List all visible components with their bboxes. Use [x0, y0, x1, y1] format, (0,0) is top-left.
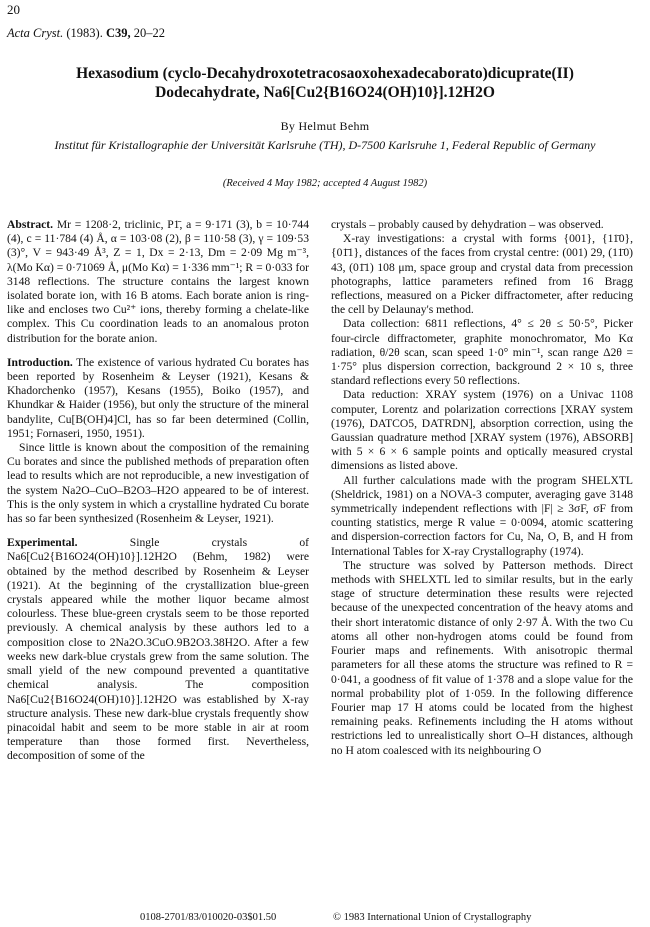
introduction-heading: Introduction.	[7, 355, 73, 369]
journal-pages: 20–22	[133, 26, 165, 40]
right-paragraph-3: Data collection: 6811 reflections, 4° ≤ 2θ ≤ 50·5°, Picker four-circle diffractometer, graphite monochromator, Mo Kα radiation, θ/2θ scan, scan speed 1·0° min⁻¹, scan range Δ2θ = 1·75° plus dispersion correction, background 2 × 10 s, three standard reflections every 50 reflections.	[331, 317, 633, 388]
experimental-text-1: Single crystals of Na6[Cu2{B16O24(OH)10}].12H2O (Behm, 1982) were obtained by the method described by Rosenheim & Leyser (1921). At the beginning of the crystallization blue-green crystals appeared while the mother liquor became almost colourless. These blue-green crystals seem to be those reported previously. A chemical analysis by these authors led to a composition close to 2Na2O.3CuO.9B2O3.38H2O. After a few weeks new dark-blue crystals grew from the same solution. The small yield of the new compound prevented a quantitative chemical analysis. The composition Na6[Cu2{B16O24(OH)10}].12H2O was established by X-ray structure analysis. These new dark-blue crystals frequently show pinacoidal habit and seem to be more stable in air at room temperature than those formed first. Nevertheless, decomposition of some of the	[7, 536, 310, 763]
journal-year: (1983).	[66, 26, 103, 40]
right-paragraph-4: Data reduction: XRAY system (1976) on a Univac 1108 computer, Lorentz and polarization corrections [XRAY system (1976), DATCO5, DATRDN], absorption correction, using the Gaussian quadrature method [XRAY system (1976), ABSORB] with 5 × 6 × 6 sample points and optically measured crystal dimensions as listed above.	[331, 388, 633, 473]
experimental-heading: Experimental.	[7, 536, 78, 550]
right-paragraph-6: The structure was solved by Patterson methods. Direct methods with SHELXTL led to similar results, but in the early stage of structure determination these results were rejected because of the unexpected concentration of the heavy atoms and their short interatomic distance of only 2·97 Å. With the two Cu atoms all other non-hydrogen atoms could be found from Fourier maps and refinements. With anisotropic thermal parameters for all these atoms the structure was refined to R = 0·041, a goodness of fit value of 1·378 and a slope value for the normal probability plot of 1·059. In the following difference Fourier map 17 H atoms could be located from the highest remaining peaks. Refinements including the H atoms without restrictions led to unrealistically short O–H distances, although no H atom coalesced with its neighbouring O	[331, 558, 633, 757]
right-column	[331, 218, 633, 758]
introduction	[7, 356, 309, 441]
journal-citation	[7, 26, 165, 41]
footer-code: 0108-2701/83/010020-03$01.50	[140, 912, 277, 923]
page-number: 20	[7, 2, 20, 17]
right-paragraph-2: X-ray investigations: a crystal with forms {001}, {11̄0}, {01̄1}, distances of the faces from crystal centre: (001) 29, (11̄0) 43, (01̄1) 108 μm, space group and crystal data from precession photographs, lattice parameters refined from 16 Bragg reflections, measured on a Picker diffractometer, after reducing the cell by Delaunay's method.	[331, 232, 633, 317]
left-column	[7, 218, 309, 764]
footer-copyright: © 1983 International Union of Crystallography	[333, 912, 532, 923]
affiliation: Institut für Kristallographie der Universität Karlsruhe (TH), D-7500 Karlsruhe 1, Federal Republic of Germany	[54, 138, 596, 152]
journal-volume: C39,	[105, 26, 131, 40]
received-dates: (Received 4 May 1982; accepted 4 August 1982)	[222, 178, 428, 189]
abstract-heading: Abstract.	[7, 218, 54, 231]
introduction-text-1: The existence of various hydrated Cu borates has been reported by Rosenheim & Leyser (1921), Kesans & Khadorchenko (1957), Kesans (1955), Boiko (1957), and Khundkar & Haider (1956), but only the structure of the mineral bandylite, Cu[B(OH)4]Cl, has so far been determined (Collin, 1951; Fornaseri, 1950, 1951).	[7, 355, 309, 440]
right-paragraph-1: crystals – probably caused by dehydration – was observed.	[331, 218, 604, 231]
journal-name: Acta Cryst.	[7, 26, 64, 40]
author: By Helmut Behm	[280, 119, 370, 133]
title-line-2: Dodecahydrate, Na6[Cu2{B16O24(OH)10}].12H2O	[155, 84, 495, 101]
right-paragraph-5: All further calculations made with the program SHELXTL (Sheldrick, 1981) on a NOVA-3 computer, averaging gave 3148 symmetrically independent reflections with |F| ≥ 3σF, σF from counting statistics, merge R value = 0·0094, atomic scattering and dispersion-correction factors for Cu, Na, O, B, and H from International Tables for X-ray Crystallography (1974).	[331, 473, 633, 558]
title-line-1: Hexasodium (cyclo-Decahydroxotetracosaoxohexadecaborato)dicuprate(II)	[76, 65, 574, 82]
experimental	[7, 536, 309, 763]
introduction-text-2: Since little is known about the composition of the remaining Cu borates and since the published methods of preparation often lead to results which are not reproducible, a new investigation of the system Na2O–CuO–B2O3–H2O appeared to be of interest. This is the only system in which a crystalline hydrated Cu borate has so far been synthesized (Rosenheim & Leyser, 1921).	[7, 441, 309, 526]
abstract	[7, 218, 309, 346]
abstract-text: Mr = 1208·2, triclinic, P1̄, a = 9·171 (3), b = 10·744 (4), c = 11·784 (4) Å, α = 103·08 (2), β = 110·58 (3), γ = 109·53 (3)°, V = 943·49 Å³, Z = 1, Dx = 2·13, Dm = 2·09 Mg m⁻³, λ(Mo Kα) = 0·71069 Å, μ(Mo Kα) = 1·336 mm⁻¹; R = 0·033 for 3148 reflections. The structure contains the largest known isolated borate ion, with 16 B atoms. Each borate anion is ring-like and encloses two Cu²⁺ ions, thereby forming a chelate-like complex. This Cu coordination leads to an anomalous proton distribution for the borate anion.	[7, 218, 309, 345]
paper-title	[0, 64, 650, 102]
